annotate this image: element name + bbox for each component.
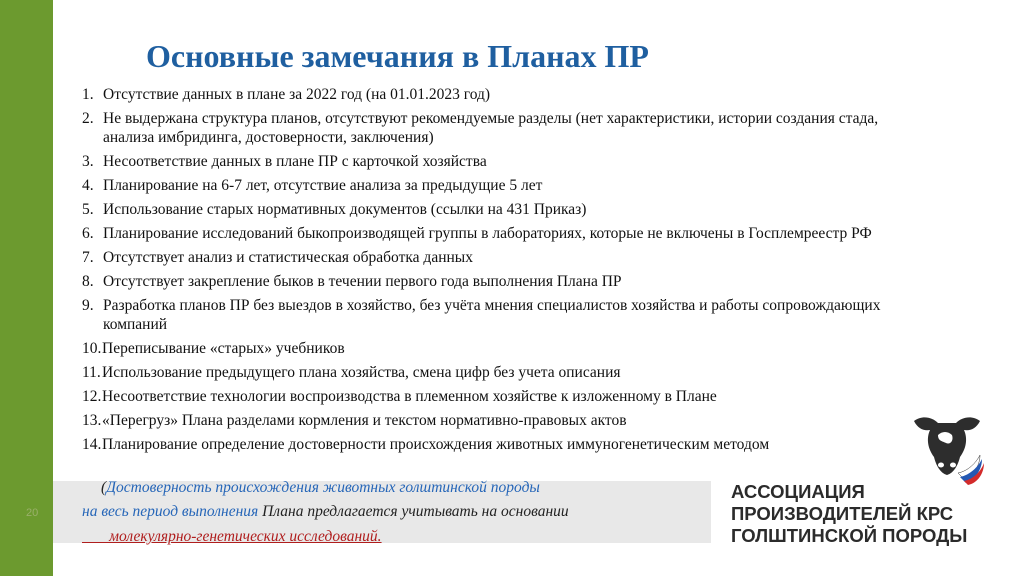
note-line-1 [101,478,540,497]
remark-text: Несоответствие данных в плане ПР с карточкой хозяйства [103,153,487,170]
remark-number: 11. [82,364,101,381]
remark-text: Несоответствие технологии воспроизводства в племенном хозяйстве к изложенному в Плане [102,388,717,405]
note-line-2 [82,502,569,521]
org-line-2: ПРОИЗВОДИТЕЛЕЙ КРС [731,503,954,524]
slide-title: Основные замечания в Планах ПР [146,38,649,74]
note-dark-text: Плана предлагается учитывать на основании [258,503,569,520]
remark-number: 5. [82,201,94,218]
remark-number: 7. [82,249,94,266]
remark-item [82,152,882,171]
remark-number: 2. [82,110,94,127]
remark-item [82,248,882,267]
slide-number: 20 [26,507,39,519]
note-blue-text-2: на весь период выполнения [82,503,259,520]
remark-text: Планирование на 6-7 лет, отсутствие анализа за предыдущие 5 лет [103,177,543,194]
remark-number: 8. [82,273,94,290]
remark-item [82,176,882,195]
remark-number: 12. [82,388,102,405]
remark-item [82,435,882,454]
remark-number: 13. [82,412,102,429]
org-line-3: ГОЛШТИНСКОЙ ПОРОДЫ [731,525,968,546]
remark-text: Использование предыдущего плана хозяйства, смена цифр без учета описания [102,364,621,381]
remark-text: Планирование определение достоверности происхождения животных иммуногенетическим методом [102,436,770,453]
remark-number: 10. [82,340,102,357]
remark-item [82,387,882,406]
remark-number: 14. [82,436,102,453]
remark-number: 4. [82,177,94,194]
remark-item [82,224,882,243]
remark-text: Переписывание «старых» учебников [102,340,345,357]
remark-item [82,85,882,104]
remarks-list [82,85,882,459]
note-line-3 [82,527,382,546]
organization-name [731,481,967,547]
remark-item [82,296,882,334]
remark-text: «Перегруз» Плана разделами кормления и текстом нормативно-правовых актов [102,412,627,429]
remark-number: 3. [82,153,94,170]
remark-text: Разработка планов ПР без выездов в хозяйство, без учёта мнения специалистов хозяйства и работы сопровождающих компаний [103,297,881,333]
remark-number: 9. [82,297,94,314]
remark-text: Отсутствует закрепление быков в течении первого года выполнения Плана ПР [103,273,622,290]
remark-text: Использование старых нормативных документов (ссылки на 431 Приказ) [103,201,587,218]
left-accent-bar [0,0,53,576]
remark-number: 1. [82,86,94,103]
note-open-paren: ( [101,479,107,496]
remark-item [82,339,882,358]
remark-item [82,411,882,430]
note-red-text: молекулярно-генетических исследований. [82,528,382,545]
cow-logo-icon [908,413,986,485]
remark-item [82,363,882,382]
remark-text: Планирование исследований быкопроизводящей группы в лабораториях, которые не включены в Госплемреестр РФ [103,225,872,242]
remark-text: Отсутствует анализ и статистическая обработка данных [103,249,473,266]
remark-item [82,272,882,291]
remark-text: Не выдержана структура планов, отсутствуют рекомендуемые разделы (нет характеристики, истории создания стада, анализа имбридинга, достоверности, заключения) [103,110,879,146]
remark-item [82,109,882,147]
org-line-1: АССОЦИАЦИЯ [731,481,865,502]
remark-text: Отсутствие данных в плане за 2022 год (на 01.01.2023 год) [103,86,491,103]
remark-item [82,200,882,219]
remark-number: 6. [82,225,94,242]
note-blue-text-1: Достоверность происхождения животных голштинской породы [106,479,540,496]
